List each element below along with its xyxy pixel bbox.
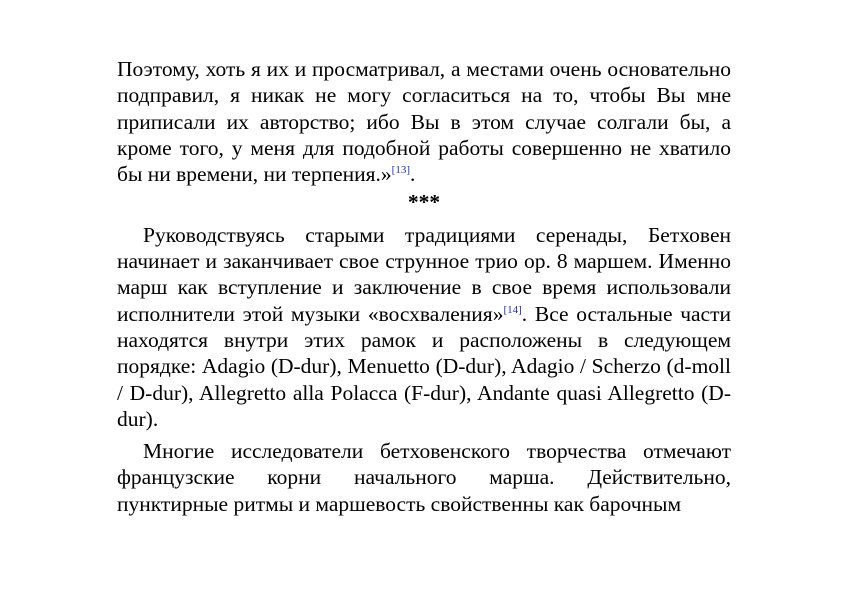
section-separator: *** <box>407 190 441 215</box>
footnote-link-14[interactable]: [14] <box>503 303 522 316</box>
paragraph-1-end: . <box>409 162 416 187</box>
paragraph-2-text-before: Руководствуясь старыми традициями серенады, Бетховен начинает и заканчивает свое струнное трио ор. 8 маршем. Именно марш как вступление и заключение в свое время использовали исполнители этой музыки «восхваления» <box>117 222 731 326</box>
paragraph-1 <box>117 56 731 187</box>
paragraph-1-text: Поэтому, хоть я их и просматривал, а местами очень основательно подправил, я никак не могу согласиться на то, чтобы Вы мне приписали их авторство; ибо Вы в этом случае солгали бы, а кроме того, у меня для подобной работы совершенно не хватило бы ни времени, ни терпения.» <box>117 57 731 187</box>
paragraph-3-text: Многие исследователи бетховенского творчества отмечают французские корни начального марша. Действительно, пунктирные ритмы и маршевость свойственны как барочным <box>117 439 731 516</box>
footnote-link-13[interactable]: [13] <box>391 164 410 177</box>
paragraph-2 <box>117 222 731 432</box>
paragraph-2-text-after: . Все остальные части находятся внутри этих рамок и расположены в следующем порядке: Adagio (D-dur), Menuetto (D-dur), Adagio / Scherzo (d-moll / D-dur), Allegretto alla Polacca (F-dur), Andante quasi Allegretto (D-dur). <box>117 301 731 431</box>
text-block <box>117 56 731 517</box>
paragraph-3 <box>117 438 731 517</box>
